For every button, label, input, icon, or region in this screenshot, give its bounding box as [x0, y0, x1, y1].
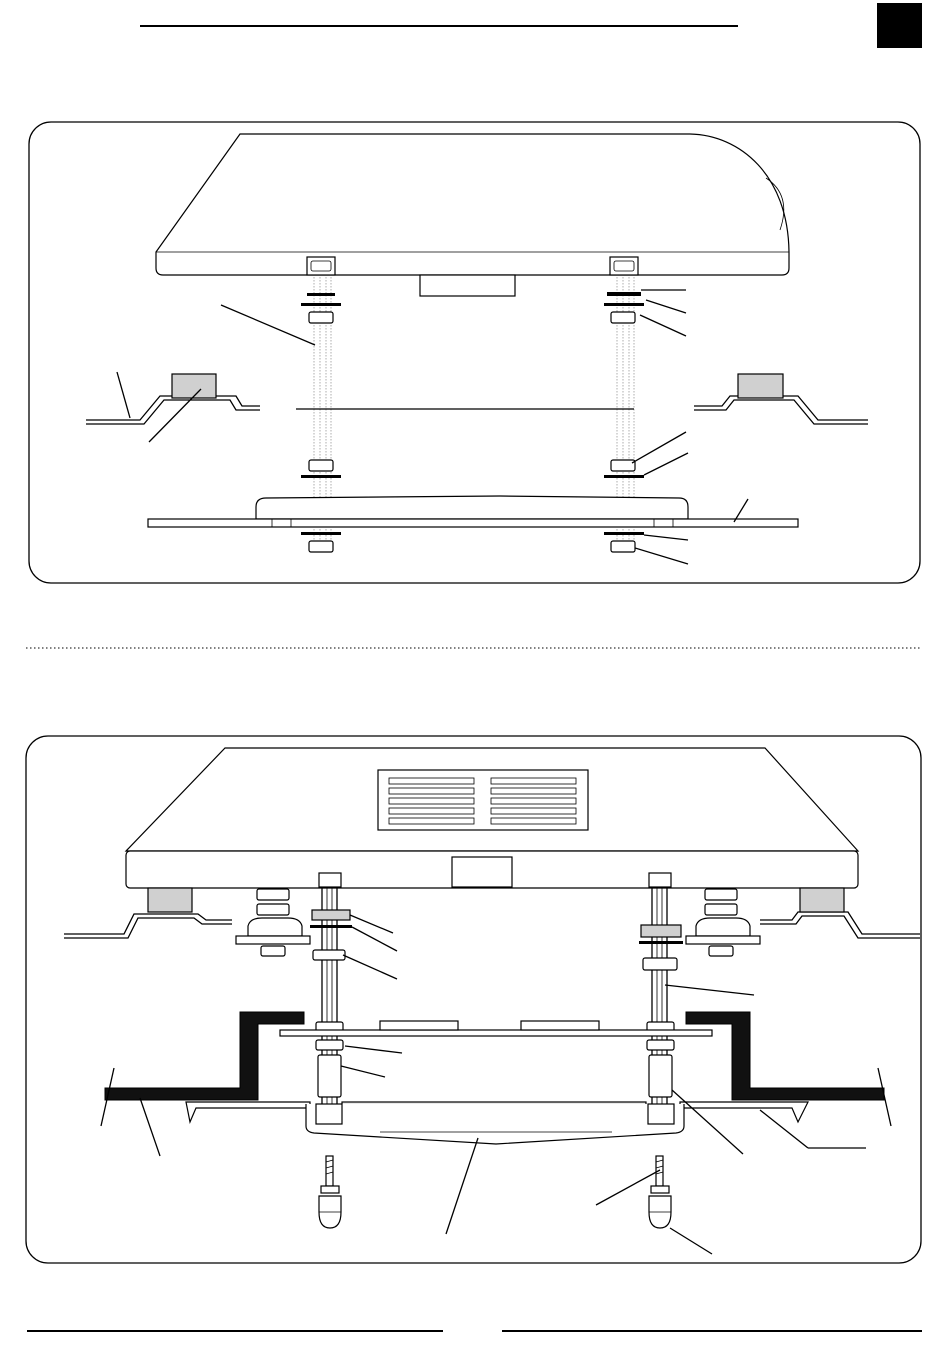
- leader-spacer: [341, 1066, 385, 1077]
- hex-nut: [313, 950, 345, 960]
- hex-nut: [309, 312, 333, 323]
- washer: [604, 532, 644, 535]
- leader-roof-left: [117, 372, 130, 418]
- screw-cap-left: [319, 1156, 341, 1228]
- leader-bolt: [221, 305, 315, 345]
- hex-nut: [316, 1040, 343, 1050]
- roof-seal-left: [148, 888, 192, 912]
- ceiling-flange-right: [680, 1102, 808, 1122]
- washer: [604, 303, 644, 306]
- hex-nut: [309, 460, 333, 471]
- screw-cap-right: [649, 1156, 671, 1228]
- ceiling-panel: [148, 519, 798, 527]
- roof-seal-right: [738, 374, 783, 398]
- rubber-pad: [312, 910, 350, 920]
- washer: [639, 941, 683, 944]
- ceiling-frame: [306, 1104, 684, 1144]
- leader-lower-nut: [345, 1046, 402, 1053]
- ceiling-frame: [256, 496, 688, 519]
- washer: [310, 925, 352, 928]
- leader-washer-2: [646, 300, 686, 313]
- leader-hex-nut: [343, 955, 397, 979]
- stud-assembly-right: [639, 873, 683, 1106]
- roof-unit-housing: [156, 134, 789, 275]
- roof-profile-left: [86, 396, 260, 424]
- hex-nut: [309, 541, 333, 552]
- frame-nut-right: [648, 1104, 674, 1124]
- leader-rubber-pad: [350, 915, 393, 933]
- housing-front-block: [452, 857, 512, 887]
- frame-nut-left: [316, 1104, 342, 1124]
- washer: [301, 303, 341, 306]
- plate-block-left: [380, 1021, 458, 1030]
- figure-installed-view: [26, 736, 921, 1263]
- stud-assembly-left: [310, 873, 352, 1106]
- washer: [301, 532, 341, 535]
- leader-roof-section: [140, 1098, 160, 1156]
- hex-nut: [611, 541, 635, 552]
- roof-section-right: [686, 1012, 884, 1100]
- mounting-foot-right: [686, 889, 760, 956]
- hex-nut: [611, 312, 635, 323]
- housing-bottom-block: [420, 275, 515, 296]
- spacer-sleeve: [318, 1055, 341, 1097]
- insert-nut: [319, 873, 341, 887]
- section-tab: [877, 3, 922, 48]
- insert-nut: [649, 873, 671, 887]
- mounting-foot-left: [236, 889, 310, 956]
- roof-profile-right: [694, 396, 868, 424]
- spacer-sleeve: [649, 1055, 672, 1097]
- roof-section-left: [105, 1012, 304, 1100]
- leader-nut-top: [640, 315, 686, 336]
- roof-profile-left: [64, 914, 232, 938]
- leader-washer: [352, 927, 397, 951]
- leader-washer-bottom: [644, 535, 688, 540]
- roof-seal-left: [172, 374, 216, 398]
- washer: [301, 475, 341, 478]
- leader-washer-lower: [644, 453, 688, 475]
- clamping-plate: [280, 1030, 712, 1036]
- washer: [604, 475, 644, 478]
- leader-nut-bottom: [635, 548, 688, 564]
- washer: [607, 292, 641, 296]
- vent-grille: [378, 770, 588, 830]
- leader-ceiling-frame: [446, 1138, 478, 1234]
- plate-block-right: [521, 1021, 599, 1030]
- figure-exploded-view: [29, 122, 920, 583]
- hex-nut: [611, 460, 635, 471]
- rubber-pad: [641, 925, 681, 937]
- washer: [307, 293, 335, 296]
- hex-nut: [647, 1040, 674, 1050]
- leader-cap: [670, 1228, 712, 1254]
- roof-seal-right: [800, 888, 844, 912]
- roof-profile-right: [760, 912, 920, 938]
- leader-stud: [665, 985, 754, 995]
- ceiling-flange-left: [186, 1102, 310, 1122]
- hex-nut: [643, 958, 677, 970]
